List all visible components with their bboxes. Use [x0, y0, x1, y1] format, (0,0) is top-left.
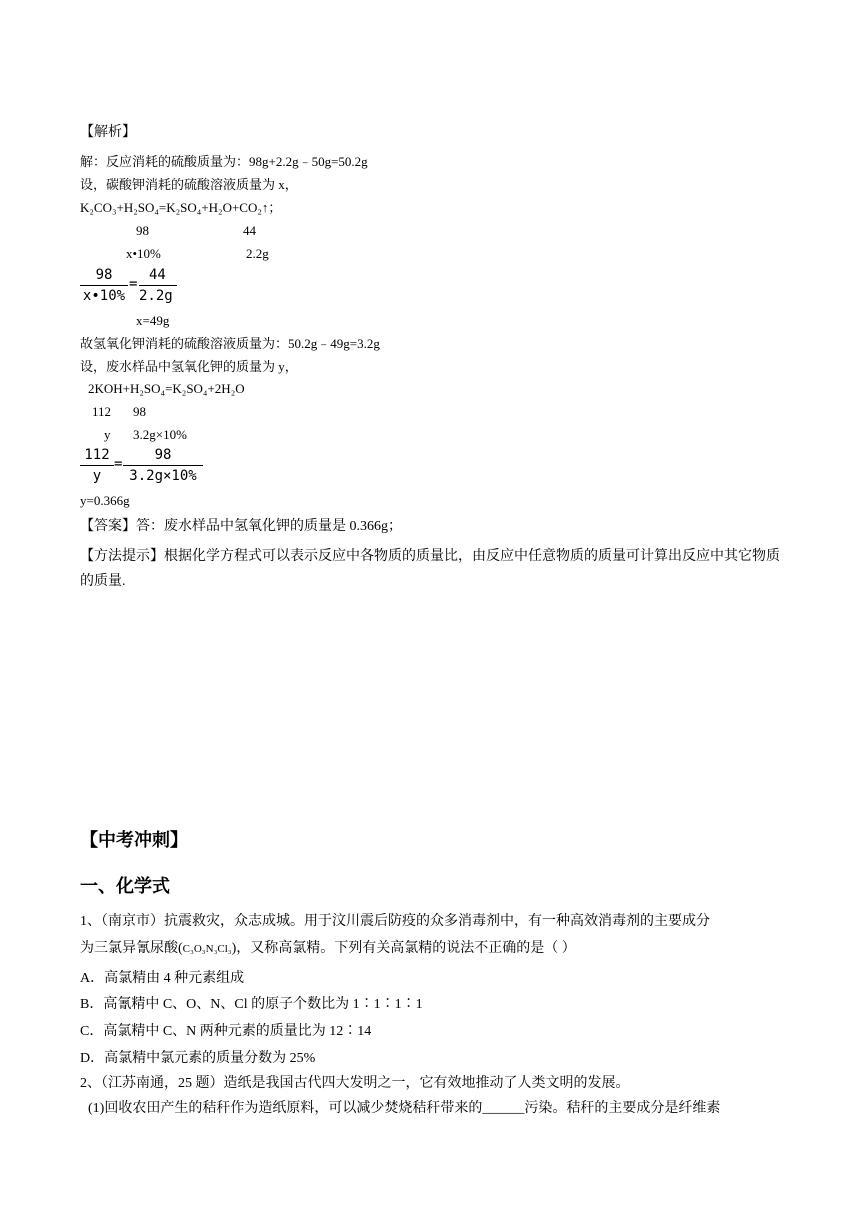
fraction-2-left-denominator: y: [92, 468, 102, 484]
fraction-1-left-denominator: x•10%: [82, 288, 126, 304]
fraction-2-right-bar: [123, 465, 203, 466]
question-1-stem-line-2: [80, 940, 576, 958]
answer-line: 【答案】答：废水样品中氢氧化钾的质量是 0.366g；: [80, 519, 402, 534]
fraction-2-right: [123, 446, 203, 485]
option-d: D．高氯精中氯元素的质量分数为 25%: [80, 1051, 316, 1066]
fraction-1-right: [139, 266, 177, 305]
method-tip: 【方法提示】根据化学方程式可以表示反应中各物质的质量比，由反应中任意物质的质量可计算出反应中其它物质的质量.: [80, 549, 780, 589]
analysis-line-4: 设，废水样品中氢氧化钾的质量为 y，: [80, 359, 298, 374]
question-2-part-1: (1)回收农田产生的秸秆作为造纸原料，可以减少焚烧秸秆带来的______污染。秸秆的主要成分是纤维素: [88, 1101, 721, 1116]
equation-2-value-2: 3.2g×10%: [133, 427, 187, 442]
analysis-line-1: 解：反应消耗的硫酸质量为：98g+2.2g﹣50g=50.2g: [80, 154, 368, 169]
equation-2-mass-1: 112: [92, 404, 112, 419]
question-1-stem-line-1: 1、（南京市）抗震救灾，众志成城。用于汶川震后防疫的众多消毒剂中，有一种高效消毒剂的主要成分: [80, 914, 710, 929]
fraction-1-left-bar: [80, 285, 128, 286]
fraction-1-left-numerator: 98: [95, 267, 113, 283]
equation-2-mass-2: 98: [133, 404, 146, 419]
sprint-title: 【中考冲刺】: [80, 830, 188, 851]
equation-1-value-2: 2.2g: [246, 246, 269, 261]
fraction-2-left: [80, 446, 114, 485]
option-b: B．高氰精中 C、O、N、Cl 的原子个数比为 1∶1∶1∶1: [80, 997, 423, 1012]
option-c: C．高氯精中 C、N 两种元素的质量比为 12∶14: [80, 1024, 372, 1039]
question-1-stem-prefix: 为三氯异氰尿酸(: [80, 941, 183, 956]
equation-2-value-1: y: [104, 427, 111, 442]
equation-1: K₂CO₃+H₂SO₄=K₂SO₄+H₂O+CO₂↑；: [80, 200, 282, 215]
fraction-2-right-denominator: 3.2g×10%: [129, 468, 197, 484]
fraction-2-equals: =: [114, 456, 123, 472]
result-1: x=49g: [136, 313, 170, 328]
equation-1-mass-2: 44: [243, 223, 256, 238]
fraction-1-right-bar: [139, 285, 177, 286]
fraction-1-equals: =: [129, 276, 138, 292]
fraction-1-right-numerator: 44: [149, 267, 166, 283]
option-a: A．高氯精由 4 种元素组成: [80, 971, 245, 986]
analysis-line-3: 故氢氧化钾消耗的硫酸溶液质量为：50.2g﹣49g=3.2g: [80, 336, 380, 351]
analysis-line-2: 设，碳酸钾消耗的硫酸溶液质量为 x，: [80, 177, 298, 192]
question-2-stem: 2、（江苏南通，25 题）造纸是我国古代四大发明之一，它有效地推动了人类文明的发展。: [80, 1076, 630, 1091]
fraction-2-left-numerator: 112: [84, 447, 110, 463]
section-heading: 一、化学式: [80, 876, 170, 897]
equation-1-mass-1: 98: [136, 223, 149, 238]
analysis-header: 【解析】: [80, 125, 136, 140]
question-1-formula: C₃O₃N₃Cl₃: [182, 943, 232, 955]
fraction-2-left-bar: [80, 465, 114, 466]
fraction-1-left: [80, 266, 128, 305]
result-2: y=0.366g: [80, 493, 130, 508]
question-1-stem-suffix: )，又称高氯精。下列有关高氯精的说法不正确的是（ ）: [231, 941, 576, 956]
equation-1-value-1: x•10%: [126, 246, 161, 261]
equation-2: 2KOH+H₂SO₄=K₂SO₄+2H₂O: [88, 381, 245, 396]
fraction-1-right-denominator: 2.2g: [139, 288, 173, 304]
fraction-2-right-numerator: 98: [154, 447, 172, 463]
